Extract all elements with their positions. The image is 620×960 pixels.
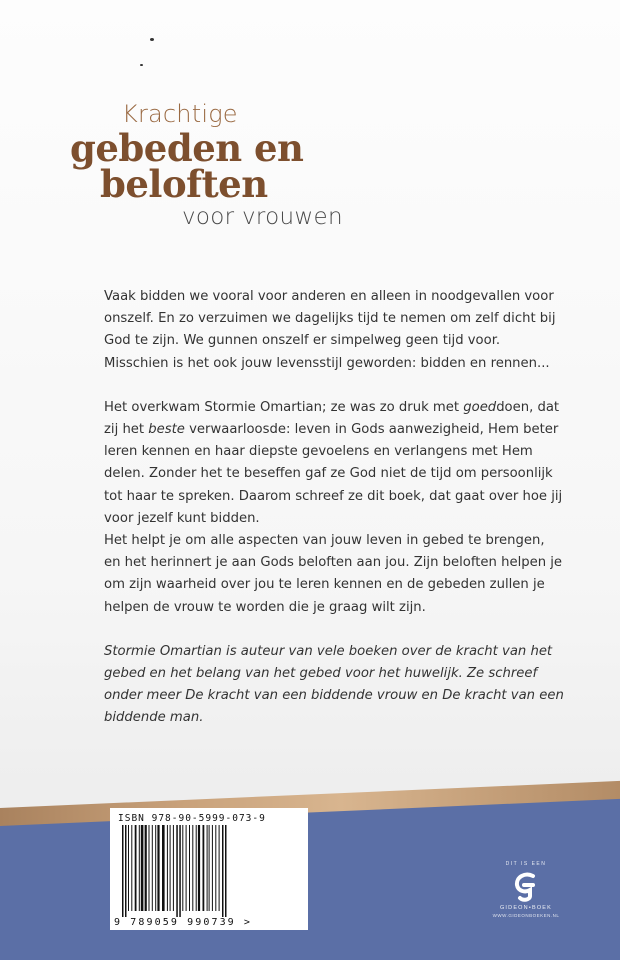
publisher-logo <box>486 860 566 919</box>
barcode-bar <box>167 825 168 911</box>
barcode-bar <box>219 825 220 911</box>
barcode-digits: 9 789059 990739 > <box>114 917 253 928</box>
barcode-bars <box>114 825 304 917</box>
title-line-gebeden: gebeden en <box>70 126 304 170</box>
publisher-name: GIDEON•BOEK <box>499 905 553 911</box>
barcode-bar <box>176 825 178 917</box>
barcode-bar <box>128 825 129 911</box>
blurb-paragraph-1: Vaak bidden we vooral voor anderen en alleen in noodgevallen voor onszelf. En zo verzuimen we dagelijks tijd te nemen om zelf dicht bij God te zijn. We gunnen onszelf er simpelweg geen tijd voor. Misschien is het ook jouw levensstijl geworden: bidden en rennen... <box>104 289 556 371</box>
barcode-bar <box>170 825 171 911</box>
blurb-paragraph-2 <box>104 397 564 530</box>
blurb <box>104 286 564 730</box>
book-title <box>70 100 370 232</box>
publisher-url: WWW.GIDEONBOEKEN.NL <box>492 913 560 918</box>
barcode-area <box>110 808 308 930</box>
title-line-voor-vrouwen: voor vrouwen <box>182 204 343 230</box>
title-line-beloften: beloften <box>100 162 268 206</box>
author-bio: Stormie Omartian is auteur van vele boeken over de kracht van het gebed en het belang van het gebed voor het huwelijk. Ze schreef onder meer De kracht van een biddende vrouw en De kracht van een biddende man. <box>104 643 564 726</box>
gideon-logo-icon <box>511 870 541 904</box>
barcode-bar <box>135 825 137 911</box>
barcode-bar <box>173 825 174 911</box>
emphasis-goed: goed <box>463 399 497 415</box>
barcode-bar <box>189 825 190 911</box>
barcode-bar <box>196 825 197 911</box>
barcode-bar <box>122 825 124 917</box>
barcode-bar <box>192 825 193 911</box>
barcode-bar <box>198 825 200 911</box>
barcode-bar <box>179 825 181 917</box>
ink-speck <box>150 38 154 41</box>
barcode-bar <box>207 825 208 911</box>
barcode-bar <box>203 825 205 911</box>
barcode-bar <box>212 825 213 911</box>
barcode-bar <box>162 825 165 911</box>
barcode-bar <box>139 825 140 911</box>
title-line-krachtige: Krachtige <box>122 100 238 128</box>
publisher-tagline: DIT IS EEN <box>505 861 547 867</box>
barcode-bar <box>225 825 227 917</box>
isbn-label: ISBN 978-90-5999-073-9 <box>118 813 266 824</box>
barcode-bar <box>182 825 183 911</box>
barcode-bar <box>145 825 147 911</box>
ink-speck <box>140 64 143 66</box>
emphasis-beste: beste <box>148 422 185 438</box>
barcode-bar <box>157 825 159 911</box>
barcode-bar <box>215 825 216 911</box>
blurb-text: doen, dat zij het <box>104 399 560 438</box>
barcode-bar <box>141 825 144 911</box>
barcode-bar <box>155 825 156 911</box>
barcode-bar <box>152 825 153 911</box>
barcode-bar <box>186 825 187 911</box>
barcode-bar <box>125 825 127 917</box>
barcode-bar <box>131 825 132 911</box>
blurb-text: Het overkwam Stormie Omartian; ze was zo druk met <box>104 399 464 415</box>
blurb-paragraph-3: Het helpt je om alle aspecten van jouw leven in gebed te brengen, en het herinnert je aan Gods beloften aan jou. Zijn beloften helpen je om zijn waarheid over jou te leren kennen en de gebeden zullen je helpen de vrouw te worden die je graag wilt zijn. <box>104 533 563 615</box>
barcode-bar <box>209 825 210 911</box>
barcode-bar <box>149 825 150 911</box>
barcode-bar <box>222 825 224 917</box>
blurb-text: verwaarloosde: leven in Gods aanwezigheid, Hem beter leren kennen en haar diepste gevoelens en verlangens met Hem delen. Zonder het te beseffen gaf ze God niet de tijd om persoonlijk tot haar te spreken. Daarom schreef ze dit boek, dat gaat over hoe jij voor jezelf kunt bidden. <box>104 422 563 526</box>
